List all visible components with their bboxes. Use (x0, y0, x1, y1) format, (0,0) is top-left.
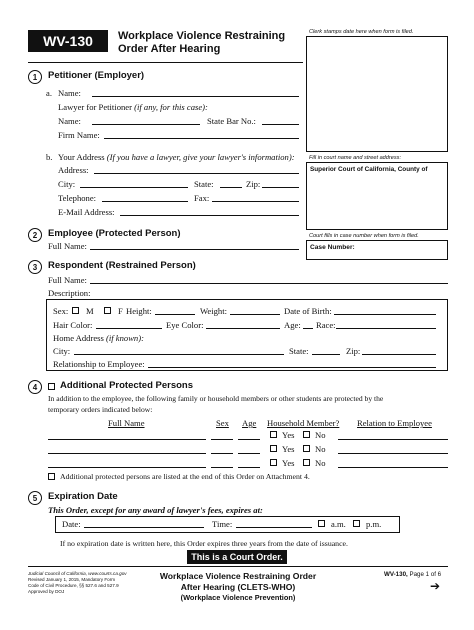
expiration-order-line: This Order, except for any award of lawyer's fees, expires at: (48, 505, 263, 515)
footer-left-1: Judicial Council of California, www.courts.ca.gov (28, 571, 127, 576)
sex-f-checkbox[interactable] (104, 307, 111, 314)
col-full-name: Full Name (108, 418, 145, 428)
address-field[interactable] (94, 173, 299, 174)
relationship-label: Relationship to Employee: (53, 359, 145, 369)
form-title-line1: Workplace Violence Restraining (118, 30, 286, 42)
protected-person-2-age[interactable] (238, 453, 260, 454)
email-label: E-Mail Address: (58, 207, 115, 217)
sex-f-label: F (118, 306, 123, 316)
form-number-badge (28, 30, 108, 52)
am-checkbox[interactable] (318, 520, 325, 527)
sex-m-label: M (86, 306, 94, 316)
fax-field[interactable] (212, 201, 299, 202)
protected-person-3-yes-checkbox[interactable] (270, 459, 277, 466)
protected-person-1-age[interactable] (238, 439, 260, 440)
item-b-label: b. (46, 152, 53, 162)
age-field[interactable] (303, 328, 313, 329)
footer-title-2: After Hearing (CLETS-WHO) (180, 582, 296, 592)
firm-name-label: Firm Name: (58, 130, 100, 140)
footer-rule (28, 566, 448, 567)
footer-form-id: WV-130, (384, 571, 408, 578)
footer-title-1: Workplace Violence Restraining Order (159, 571, 317, 581)
court-name-label: Superior Court of California, County of (310, 166, 428, 173)
protected-person-2-yes-label: Yes (282, 444, 295, 454)
pm-checkbox[interactable] (353, 520, 360, 527)
no-expiration-note: If no expiration date is written here, this Order expires three years from the date of issuance. (60, 539, 348, 548)
firm-name-field[interactable] (104, 138, 299, 139)
lawyer-label-text: Lawyer for Petitioner (58, 102, 132, 112)
home-address-italic: (if known): (106, 333, 144, 343)
next-page-arrow-icon[interactable]: ➔ (430, 579, 441, 593)
protected-person-1-name[interactable] (48, 439, 206, 440)
protected-person-2-sex[interactable] (211, 453, 233, 454)
footer-left-3: Code of Civil Procedure, §§ 527.6 and 527.9 (28, 583, 119, 588)
footer-left-4: Approved by DOJ (28, 589, 65, 594)
footer-title-3: (Workplace Violence Prevention) (180, 593, 296, 602)
section-4-title: Additional Protected Persons (60, 380, 194, 391)
race-field[interactable] (336, 328, 436, 329)
respondent-name-label: Full Name: (48, 275, 87, 285)
protected-person-3-yes-label: Yes (282, 458, 295, 468)
home-zip-label: Zip: (346, 346, 361, 356)
email-field[interactable] (120, 215, 299, 216)
address-label: Address: (58, 165, 89, 175)
section-4-intro-2: temporary orders indicated below: (48, 405, 153, 414)
lawyer-label (58, 102, 208, 112)
col-relation: Relation to Employee (357, 418, 432, 428)
respondent-name-field[interactable] (90, 283, 448, 284)
home-city-field[interactable] (74, 354, 284, 355)
court-order-banner (187, 550, 287, 564)
expiration-date-label: Date: (62, 519, 81, 529)
height-field[interactable] (155, 314, 195, 315)
col-household: Household Member? (267, 418, 340, 428)
expiration-time-label: Time: (212, 519, 233, 529)
protected-person-1-yes-checkbox[interactable] (270, 431, 277, 438)
expiration-date-field[interactable] (84, 527, 204, 528)
am-label: a.m. (331, 519, 346, 529)
section-2-title: Employee (Protected Person) (48, 228, 181, 239)
protected-person-1-no-checkbox[interactable] (303, 431, 310, 438)
city-field[interactable] (80, 187, 188, 188)
state-label: State: (194, 179, 214, 189)
your-address-italic: (If you have a lawyer, give your lawyer's information): (106, 152, 295, 162)
home-address-label (53, 333, 144, 343)
home-city-label: City: (53, 346, 71, 356)
city-label: City: (58, 179, 76, 189)
footer-page-info (384, 571, 441, 578)
protected-person-3-no-label: No (315, 458, 326, 468)
telephone-label: Telephone: (58, 193, 97, 203)
clerk-stamp-note: Clerk stamps date here when form is filed. (309, 29, 414, 35)
home-address-text: Home Address (53, 333, 104, 343)
protected-person-2-yes-checkbox[interactable] (270, 445, 277, 452)
expiration-time-field[interactable] (236, 527, 312, 528)
your-address-text: Your Address (58, 152, 105, 162)
pm-label: p.m. (366, 519, 382, 529)
protected-person-1-yes-label: Yes (282, 430, 295, 440)
home-state-label: State: (289, 346, 309, 356)
attachment-4-checkbox[interactable] (48, 473, 55, 480)
lawyer-name-field[interactable] (92, 124, 200, 125)
footer-page-number: Page 1 of 6 (409, 571, 442, 578)
section-1-title: Petitioner (Employer) (48, 70, 145, 81)
protected-person-2-no-checkbox[interactable] (303, 445, 310, 452)
court-order-banner-text: This is a Court Order. (191, 552, 283, 562)
header-rule (28, 62, 303, 63)
height-label: Height: (126, 306, 152, 316)
protected-person-2-relation[interactable] (338, 453, 448, 454)
hair-color-label: Hair Color: (53, 320, 93, 330)
footer-left-2: Revised January 1, 2015, Mandatory Form (28, 577, 116, 582)
petitioner-name-field[interactable] (92, 96, 299, 97)
form-title-line2: Order After Hearing (118, 43, 221, 55)
weight-label: Weight: (200, 306, 227, 316)
section-3-title: Respondent (Restrained Person) (48, 260, 196, 271)
protected-person-3-sex[interactable] (211, 467, 233, 468)
protected-person-3-no-checkbox[interactable] (303, 459, 310, 466)
employee-name-field[interactable] (90, 249, 299, 250)
col-sex: Sex (216, 418, 229, 428)
case-number-note: Court fills in case number when form is filed. (309, 233, 419, 239)
clerk-stamp-box (306, 36, 448, 152)
protected-person-3-relation[interactable] (338, 467, 448, 468)
relationship-field[interactable] (148, 367, 436, 368)
sex-m-checkbox[interactable] (72, 307, 79, 314)
hair-color-field[interactable] (96, 328, 162, 329)
section-4-intro-1: In addition to the employee, the following family or household members or other students are protected by the (48, 394, 384, 403)
attachment-4-note: Additional protected persons are listed at the end of this Order on Attachment 4. (60, 472, 310, 481)
protected-person-2-no-label: No (315, 444, 326, 454)
zip-label: Zip: (246, 179, 261, 189)
col-age: Age (242, 418, 257, 428)
section-4-number: 4 (28, 380, 42, 394)
state-bar-label: State Bar No.: (207, 116, 256, 126)
description-label: Description: (48, 288, 91, 298)
eye-color-field[interactable] (206, 328, 280, 329)
section-3-number: 3 (28, 260, 42, 274)
telephone-field[interactable] (102, 201, 188, 202)
section-5-number: 5 (28, 491, 42, 505)
section-2-number: 2 (28, 228, 42, 242)
protected-person-1-no-label: No (315, 430, 326, 440)
weight-field[interactable] (230, 314, 280, 315)
case-number-label: Case Number: (310, 244, 355, 251)
petitioner-name-label: Name: (58, 88, 81, 98)
protected-person-2-name[interactable] (48, 453, 206, 454)
lawyer-name-label: Name: (58, 116, 81, 126)
dob-field[interactable] (334, 314, 436, 315)
sex-label: Sex: (53, 306, 69, 316)
item-a-label: a. (46, 88, 52, 98)
state-field[interactable] (220, 187, 242, 188)
section-1-number: 1 (28, 70, 42, 84)
court-fill-note: Fill in court name and street address: (309, 155, 402, 161)
home-zip-field[interactable] (362, 354, 436, 355)
state-bar-field[interactable] (262, 124, 299, 125)
race-label: Race: (316, 320, 336, 330)
home-state-field[interactable] (312, 354, 340, 355)
protected-person-1-relation[interactable] (338, 439, 448, 440)
protected-person-3-age[interactable] (238, 467, 260, 468)
age-label: Age: (284, 320, 301, 330)
protected-person-3-name[interactable] (48, 467, 206, 468)
dob-label: Date of Birth: (284, 306, 332, 316)
employee-name-label: Full Name: (48, 241, 87, 251)
form-number: WV-130 (43, 33, 93, 49)
case-number-box[interactable] (306, 240, 448, 260)
lawyer-label-italic: (if any, for this case): (134, 102, 208, 112)
eye-color-label: Eye Color: (166, 320, 204, 330)
section-5-title: Expiration Date (48, 491, 118, 502)
court-name-box[interactable] (306, 162, 448, 230)
zip-field[interactable] (262, 187, 299, 188)
protected-person-1-sex[interactable] (211, 439, 233, 440)
your-address-label (58, 152, 295, 162)
fax-label: Fax: (194, 193, 210, 203)
section-4-checkbox[interactable] (48, 383, 55, 390)
